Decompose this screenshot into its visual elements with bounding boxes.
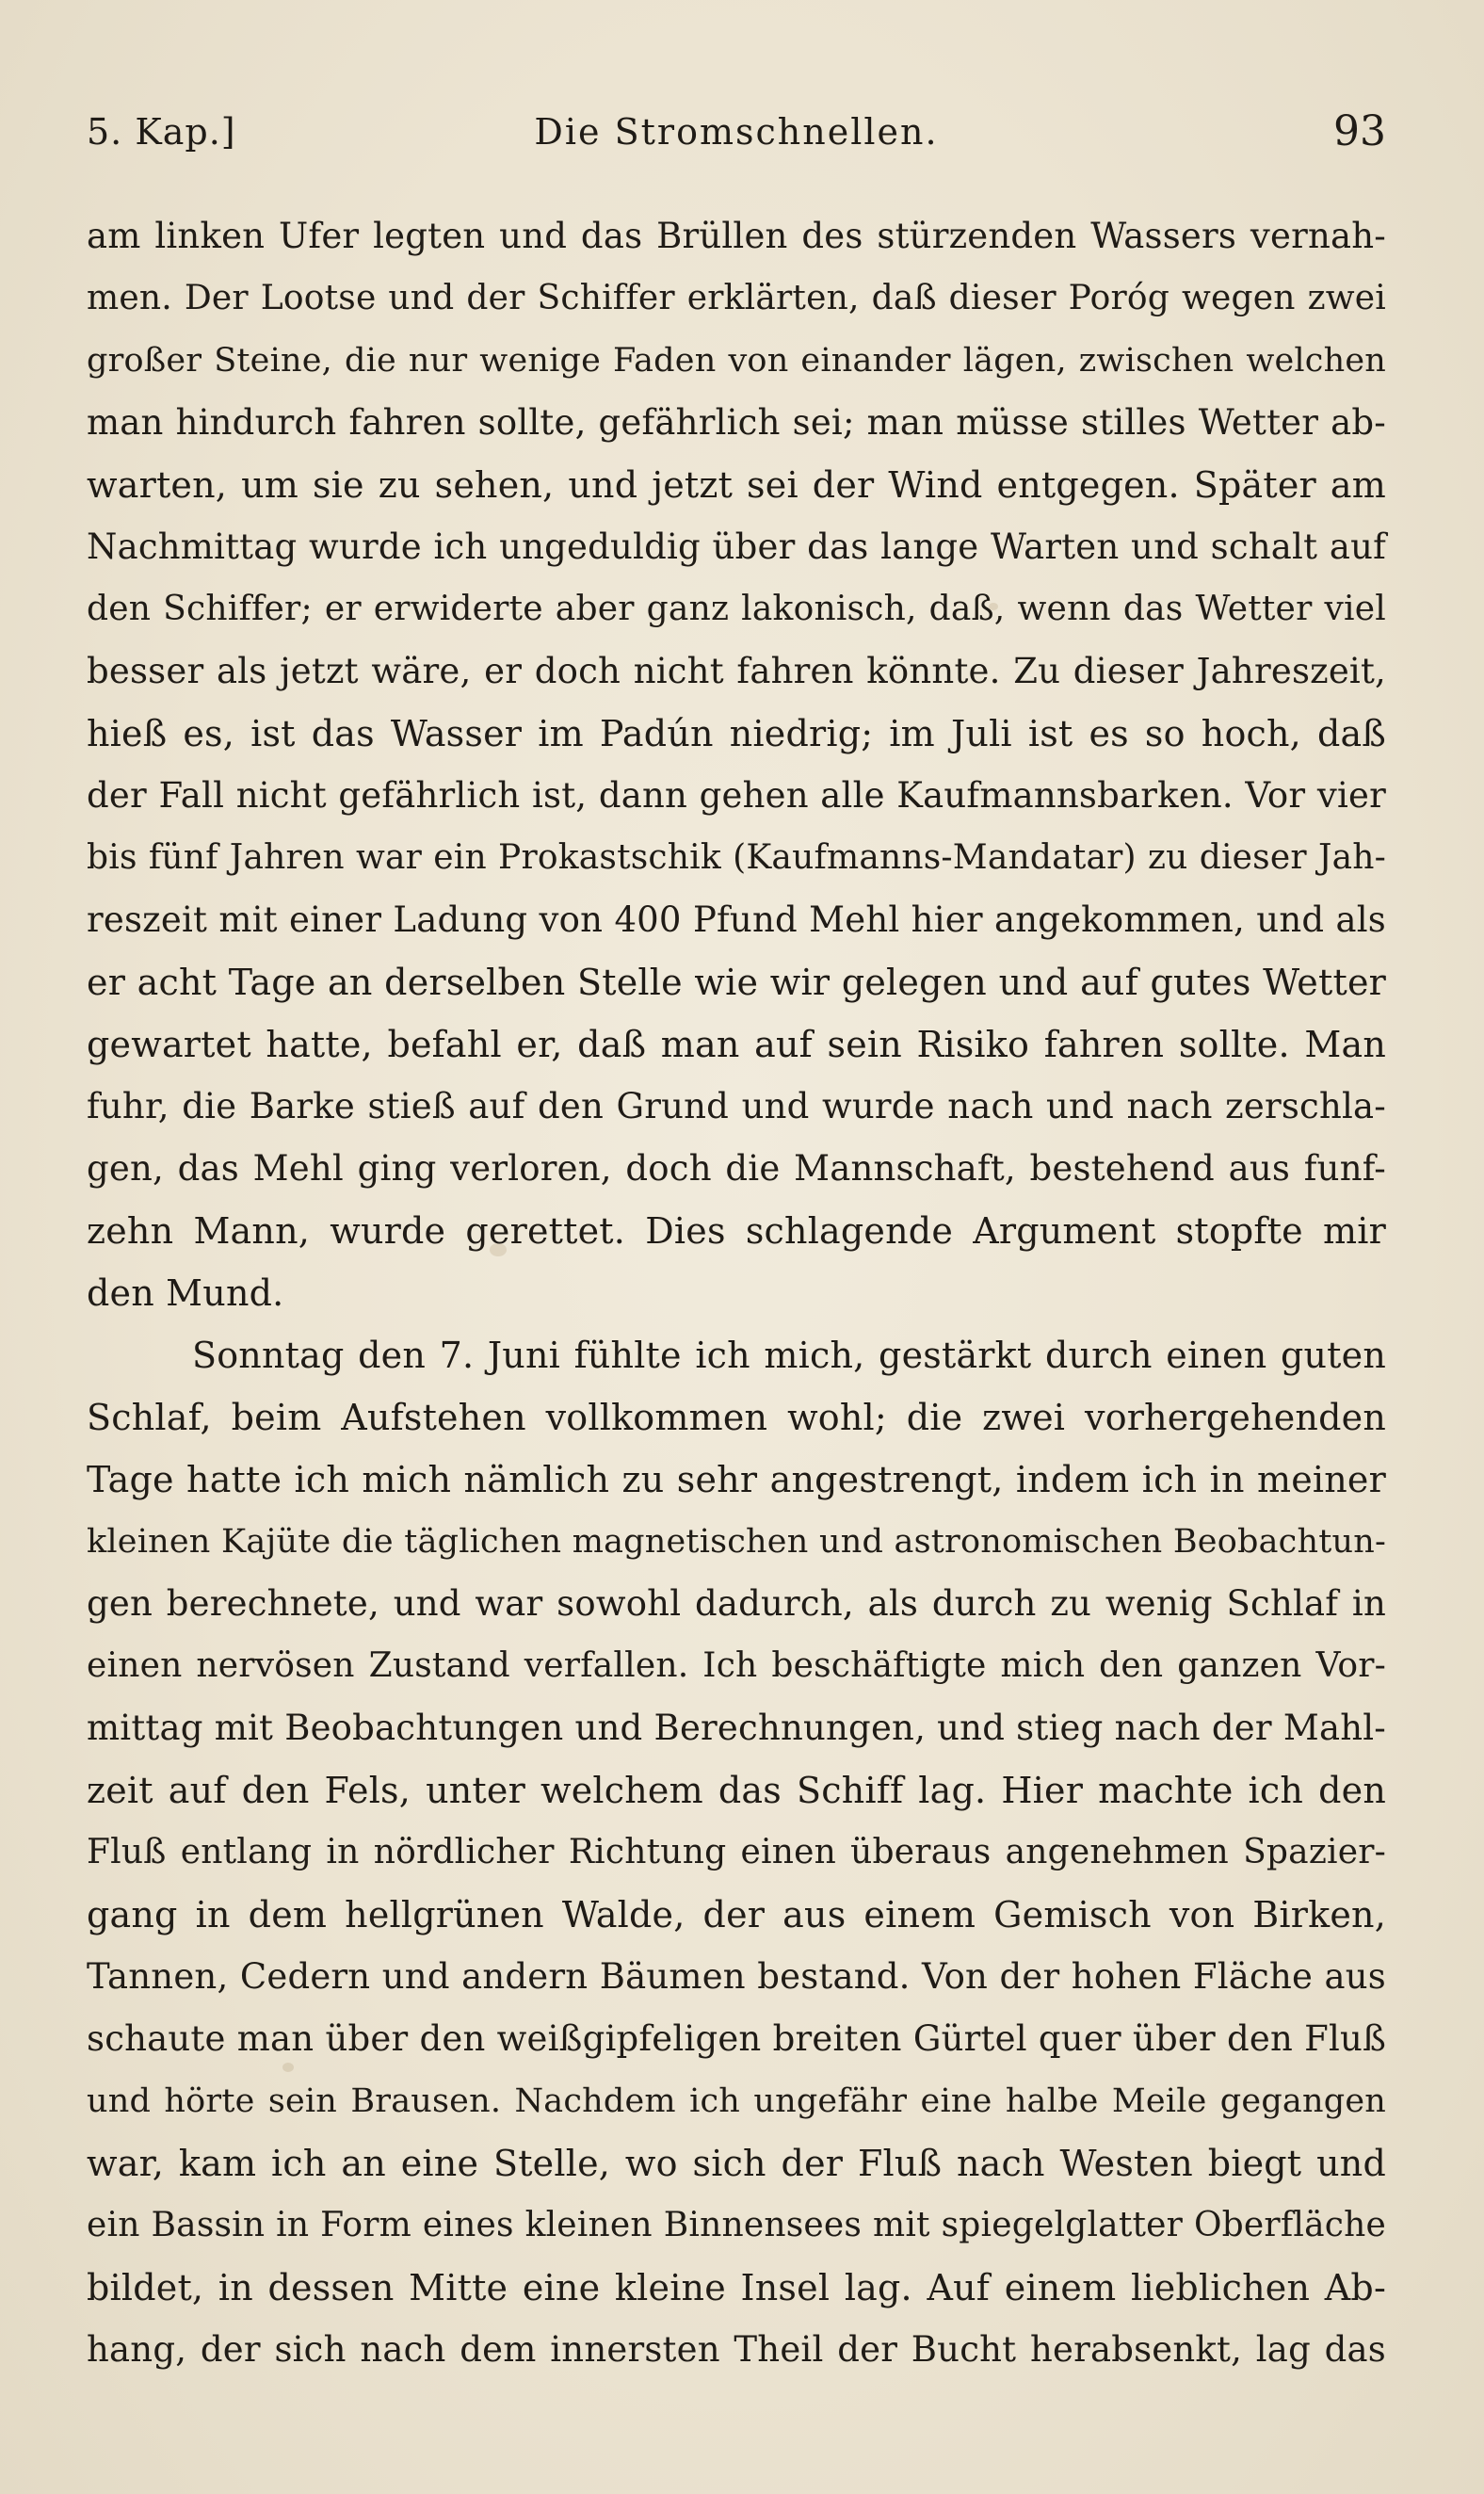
text-line: hang, der sich nach dem innersten Theil der Bucht herabsenkt, lag das [87, 2329, 1386, 2370]
text-line: reszeit mit einer Ladung von 400 Pfund Mehl hier angekommen, und als [87, 899, 1386, 940]
text-line: gewartet hatte, befahl er, daß man auf sein Risiko fahren sollte. Man [87, 1024, 1386, 1065]
text-line: mittag mit Beobachtungen und Berechnungen, und stieg nach der Mahl- [87, 1708, 1386, 1748]
text-line: Nachmittag wurde ich ungeduldig über das lange Warten und schalt auf [87, 526, 1386, 567]
text-line: ein Bassin in Form eines kleinen Binnensees mit spiegelglatter Oberfläche [87, 2206, 1386, 2244]
chapter-label: 5. Kap.] [87, 111, 236, 153]
text-line: am linken Ufer legten und das Brüllen des stürzenden Wassers vernah- [87, 216, 1386, 256]
text-line: hieß es, ist das Wasser im Padún niedrig; im Juli ist es so hoch, daß [87, 713, 1386, 754]
page-number: 93 [1333, 107, 1386, 155]
text-line: einen nervösen Zustand verfallen. Ich beschäftigte mich den ganzen Vor- [87, 1646, 1386, 1685]
text-line: bis fünf Jahren war ein Prokastschik (Kaufmanns-Mandatar) zu dieser Jah- [87, 838, 1386, 877]
text-line: warten, um sie zu sehen, und jetzt sei der Wind entgegen. Später am [87, 464, 1386, 506]
running-title: Die Stromschnellen. [534, 111, 939, 153]
text-line: und hörte sein Brausen. Nachdem ich ungefähr eine halbe Meile gegangen [87, 2082, 1386, 2120]
text-line: den Schiffer; er erwiderte aber ganz lakonisch, daß, wenn das Wetter viel [87, 590, 1386, 628]
text-line: schaute man über den weißgipfeligen breiten Gürtel quer über den Fluß [87, 2018, 1386, 2059]
body-text [87, 205, 1386, 2381]
text-line: besser als jetzt wäre, er doch nicht fahren könnte. Zu dieser Jahreszeit, [87, 651, 1386, 691]
running-header [87, 107, 1386, 168]
text-line: Tannen, Cedern und andern Bäumen bestand. Von der hohen Fläche aus [87, 1956, 1386, 1997]
paragraph-end-line: den Mund. [87, 1272, 284, 1314]
text-line: zehn Mann, wurde gerettet. Dies schlagende Argument stopfte mir [87, 1210, 1386, 1252]
text-line: men. Der Lootse und der Schiffer erklärten, daß dieser Poróg wegen zwei [87, 279, 1386, 317]
paragraph-start-line: Sonntag den 7. Juni fühlte ich mich, gestärkt durch einen guten [192, 1335, 1386, 1376]
text-line: bildet, in dessen Mitte eine kleine Insel lag. Auf einem lieblichen Ab- [87, 2267, 1386, 2308]
text-line: fuhr, die Barke stieß auf den Grund und wurde nach und nach zerschla- [87, 1086, 1386, 1126]
text-line: kleinen Kajüte die täglichen magnetischen und astronomischen Beobachtun- [87, 1523, 1386, 1561]
text-line: der Fall nicht gefährlich ist, dann gehen alle Kaufmannsbarken. Vor vier [87, 775, 1386, 816]
text-line: gen berechnete, und war sowohl dadurch, als durch zu wenig Schlaf in [87, 1583, 1386, 1624]
text-line: er acht Tage an derselben Stelle wie wir gelegen und auf gutes Wetter [87, 962, 1386, 1003]
text-line: gen, das Mehl ging verloren, doch die Mannschaft, bestehend aus funf- [87, 1148, 1386, 1189]
text-line: großer Steine, die nur wenige Faden von einander lägen, zwischen welchen [87, 342, 1386, 380]
text-line: man hindurch fahren sollte, gefährlich sei; man müsse stilles Wetter ab- [87, 402, 1386, 443]
text-line: Tage hatte ich mich nämlich zu sehr angestrengt, indem ich in meiner [87, 1459, 1386, 1500]
text-line: war, kam ich an eine Stelle, wo sich der Fluß nach Westen biegt und [87, 2143, 1386, 2184]
text-line: zeit auf den Fels, unter welchem das Schiff lag. Hier machte ich den [87, 1770, 1386, 1811]
text-line: Schlaf, beim Aufstehen vollkommen wohl; die zwei vorhergehenden [87, 1397, 1386, 1438]
text-line: gang in dem hellgrünen Walde, der aus einem Gemisch von Birken, [87, 1894, 1386, 1935]
text-line: Fluß entlang in nördlicher Richtung einen überaus angenehmen Spazier- [87, 1833, 1386, 1871]
